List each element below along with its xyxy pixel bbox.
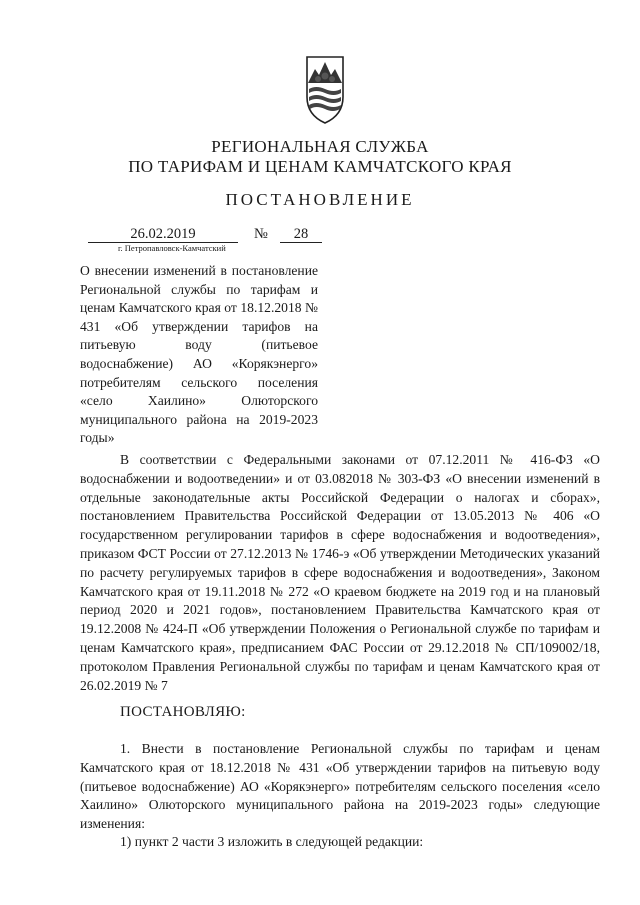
item-1-subitem-1: 1) пункт 2 части 3 изложить в следующей редакции: [120, 834, 424, 849]
document-subject: О внесении изменений в постановление Региональной службы по тарифам и ценам Камчатского края от 18.12.2018 № 431 «Об утверждении тарифов на питьевую воду (питьевое водоснабжение) АО «Корякэнерго» потребителям сельского поселения «село Хаилино» Олюторского муниципального района на 2019-2023 годы» [80, 263, 318, 446]
document-type: ПОСТАНОВЛЕНИЕ [225, 190, 415, 209]
number-sign: № [254, 226, 268, 242]
issue-place: г. Петропавловск-Камчатский [118, 243, 226, 253]
org-name-line1: РЕГИОНАЛЬНАЯ СЛУЖБА [211, 137, 429, 156]
item-1-paragraph: 1. Внести в постановление Региональной службы по тарифам и ценам Камчатского края от 18.12.2018 № 431 «Об утверждении тарифов на питьевую воду (питьевое водоснабжение) АО «Корякэнерго» потребителям сельского поселения «село Хаилино» Олюторского муниципального района на 2019-2023 годы» следующие изменения: [80, 741, 600, 832]
document-date: 26.02.2019 [88, 226, 238, 243]
coat-of-arms-icon [304, 53, 346, 125]
document-number: 28 [280, 226, 322, 243]
decree-heading: ПОСТАНОВЛЯЮ: [120, 704, 246, 720]
org-name-line2: ПО ТАРИФАМ И ЦЕНАМ КАМЧАТСКОГО КРАЯ [128, 157, 512, 176]
preamble-paragraph: В соответствии с Федеральными законами от 07.12.2011 № 416-ФЗ «О водоснабжении и водоотведении» и от 03.082018 № 303-ФЗ «О внесении изменений в отдельные законодательные акты Российской Федерации о налогах и сборах», постановлением Правительства Российской Федерации от 13.05.2013 № 406 «О государственном регулировании тарифов в сфере водоснабжения и водоотведения», приказом ФСТ России от 27.12.2013 № 1746-э «Об утверждении Методических указаний по расчету регулируемых тарифов в сфере водоснабжения и водоотведения», Законом Камчатского края от 19.11.2018 № 272 «О краевом бюджете на 2019 год и на плановый период 2020 и 2021 годов», постановлением Правительства Камчатского края от 19.12.2008 № 424-П «Об утверждении Положения о Региональной службе по тарифам и ценам Камчатского края», предписанием ФАС России от 29.12.2018 № СП/109002/18, протоколом Правления Региональной службы по тарифам и ценам Камчатского края от 26.02.2019 № 7 [80, 452, 600, 693]
